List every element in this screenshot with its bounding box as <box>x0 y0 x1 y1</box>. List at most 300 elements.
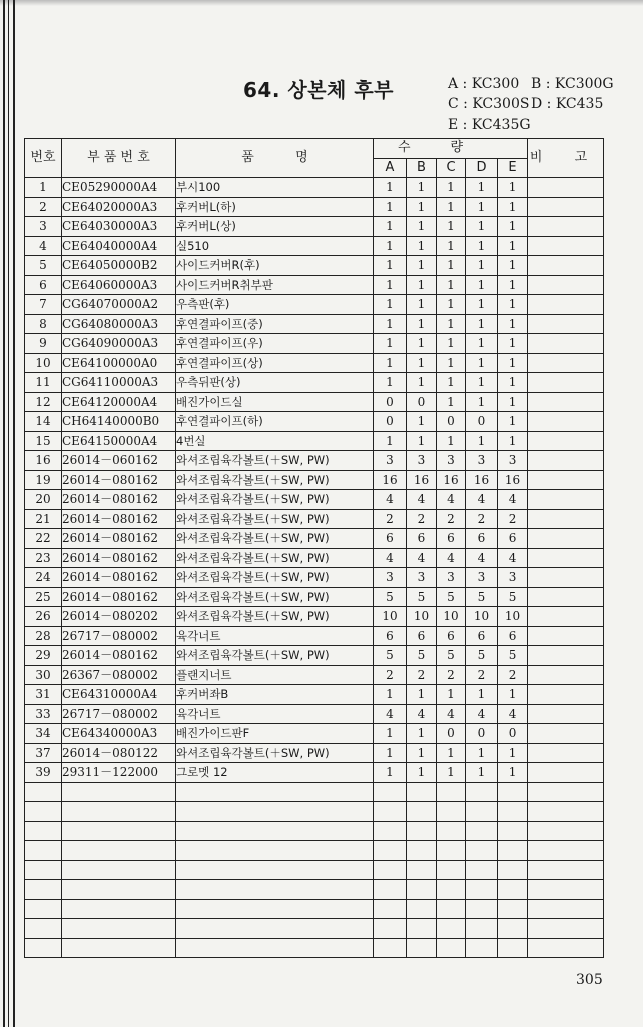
qty-e: 1 <box>498 763 528 783</box>
header-remarks: 비 고 <box>528 139 604 178</box>
qty-e: 16 <box>498 470 528 490</box>
qty-c: 1 <box>437 353 466 373</box>
empty-cell <box>374 899 407 919</box>
remarks-cell <box>528 568 604 588</box>
empty-cell <box>62 938 176 958</box>
qty-d: 1 <box>466 334 498 354</box>
part-number: 26014－080162 <box>62 490 176 510</box>
part-number: 26014－080162 <box>62 646 176 666</box>
empty-cell <box>466 860 498 880</box>
part-number: CG64070000A2 <box>62 295 176 315</box>
qty-e: 1 <box>498 275 528 295</box>
row-number: 29 <box>25 646 62 666</box>
qty-a: 1 <box>374 431 407 451</box>
remarks-cell <box>528 685 604 705</box>
empty-cell <box>437 802 466 822</box>
qty-c: 1 <box>437 178 466 198</box>
qty-d: 1 <box>466 217 498 237</box>
row-number: 23 <box>25 548 62 568</box>
remarks-cell <box>528 334 604 354</box>
part-number: 26014－080162 <box>62 470 176 490</box>
qty-c: 5 <box>437 646 466 666</box>
qty-c: 0 <box>437 724 466 744</box>
qty-a: 0 <box>374 412 407 432</box>
empty-cell <box>25 880 62 900</box>
qty-d: 5 <box>466 587 498 607</box>
empty-cell <box>62 899 176 919</box>
empty-cell <box>528 919 604 939</box>
qty-d: 1 <box>466 431 498 451</box>
part-name: 후커버좌B <box>176 685 374 705</box>
qty-e: 1 <box>498 431 528 451</box>
model-legend-b: B : KC300G <box>531 76 614 92</box>
empty-cell <box>466 919 498 939</box>
row-number: 15 <box>25 431 62 451</box>
qty-c: 1 <box>437 685 466 705</box>
qty-c: 1 <box>437 743 466 763</box>
empty-cell <box>437 841 466 861</box>
qty-d: 1 <box>466 236 498 256</box>
table-row <box>25 412 604 432</box>
qty-d: 1 <box>466 353 498 373</box>
header-qty-a: A <box>374 158 407 178</box>
qty-e: 3 <box>498 451 528 471</box>
qty-a: 1 <box>374 236 407 256</box>
empty-cell <box>62 841 176 861</box>
remarks-cell <box>528 314 604 334</box>
remarks-cell <box>528 295 604 315</box>
qty-b: 1 <box>407 178 437 198</box>
qty-e: 1 <box>498 392 528 412</box>
part-name: 와셔조립육각볼트(＋SW, PW) <box>176 646 374 666</box>
qty-e: 6 <box>498 626 528 646</box>
qty-e: 5 <box>498 646 528 666</box>
part-number: 26717－080002 <box>62 704 176 724</box>
qty-b: 5 <box>407 646 437 666</box>
qty-d: 0 <box>466 412 498 432</box>
empty-cell <box>498 841 528 861</box>
qty-e: 1 <box>498 314 528 334</box>
empty-cell <box>25 802 62 822</box>
empty-cell <box>62 802 176 822</box>
part-name: 후커버L(상) <box>176 217 374 237</box>
empty-cell <box>528 802 604 822</box>
empty-cell <box>498 802 528 822</box>
empty-cell <box>374 919 407 939</box>
empty-cell <box>25 821 62 841</box>
qty-c: 1 <box>437 275 466 295</box>
row-number: 12 <box>25 392 62 412</box>
qty-a: 1 <box>374 295 407 315</box>
empty-row <box>25 938 604 958</box>
table-row <box>25 743 604 763</box>
row-number: 7 <box>25 295 62 315</box>
qty-d: 2 <box>466 665 498 685</box>
qty-b: 4 <box>407 490 437 510</box>
empty-row <box>25 821 604 841</box>
remarks-cell <box>528 509 604 529</box>
row-number: 8 <box>25 314 62 334</box>
qty-d: 4 <box>466 490 498 510</box>
empty-row <box>25 802 604 822</box>
qty-d: 1 <box>466 763 498 783</box>
qty-e: 2 <box>498 665 528 685</box>
qty-b: 3 <box>407 568 437 588</box>
table-row <box>25 178 604 198</box>
row-number: 19 <box>25 470 62 490</box>
qty-a: 10 <box>374 607 407 627</box>
qty-a: 1 <box>374 724 407 744</box>
part-number: 29311－122000 <box>62 763 176 783</box>
part-number: 26014－080162 <box>62 529 176 549</box>
qty-e: 1 <box>498 412 528 432</box>
part-name: 부시100 <box>176 178 374 198</box>
remarks-cell <box>528 236 604 256</box>
row-number: 22 <box>25 529 62 549</box>
part-name: 와셔조립육각볼트(＋SW, PW) <box>176 470 374 490</box>
qty-c: 6 <box>437 529 466 549</box>
qty-a: 1 <box>374 685 407 705</box>
qty-e: 1 <box>498 197 528 217</box>
empty-cell <box>407 802 437 822</box>
empty-cell <box>374 938 407 958</box>
remarks-cell <box>528 431 604 451</box>
empty-cell <box>374 782 407 802</box>
qty-a: 1 <box>374 334 407 354</box>
part-number: CE05290000A4 <box>62 178 176 198</box>
remarks-cell <box>528 197 604 217</box>
table-row <box>25 197 604 217</box>
qty-a: 4 <box>374 704 407 724</box>
qty-e: 1 <box>498 334 528 354</box>
qty-e: 0 <box>498 724 528 744</box>
empty-cell <box>176 899 374 919</box>
qty-b: 1 <box>407 763 437 783</box>
header-qty: 수량 <box>374 139 528 159</box>
table-row <box>25 665 604 685</box>
qty-b: 1 <box>407 236 437 256</box>
qty-b: 1 <box>407 295 437 315</box>
qty-c: 1 <box>437 431 466 451</box>
remarks-cell <box>528 217 604 237</box>
remarks-cell <box>528 704 604 724</box>
qty-a: 1 <box>374 256 407 276</box>
empty-cell <box>407 841 437 861</box>
qty-e: 3 <box>498 568 528 588</box>
qty-d: 1 <box>466 256 498 276</box>
table-row <box>25 392 604 412</box>
table-row <box>25 724 604 744</box>
empty-cell <box>498 938 528 958</box>
qty-a: 1 <box>374 275 407 295</box>
qty-a: 1 <box>374 178 407 198</box>
table-row <box>25 275 604 295</box>
row-number: 5 <box>25 256 62 276</box>
table-row <box>25 607 604 627</box>
qty-b: 6 <box>407 529 437 549</box>
qty-a: 5 <box>374 646 407 666</box>
header-qty-b: B <box>407 158 437 178</box>
empty-cell <box>176 802 374 822</box>
empty-cell <box>437 880 466 900</box>
empty-cell <box>176 938 374 958</box>
header-part-no: 부 품 번 호 <box>62 139 176 178</box>
qty-b: 1 <box>407 217 437 237</box>
qty-b: 5 <box>407 587 437 607</box>
empty-cell <box>437 860 466 880</box>
qty-b: 1 <box>407 314 437 334</box>
part-number: CE64340000A3 <box>62 724 176 744</box>
empty-cell <box>25 919 62 939</box>
part-name: 플랜지너트 <box>176 665 374 685</box>
table-row <box>25 431 604 451</box>
qty-d: 4 <box>466 704 498 724</box>
part-name: 와셔조립육각볼트(＋SW, PW) <box>176 607 374 627</box>
qty-a: 2 <box>374 509 407 529</box>
row-number: 3 <box>25 217 62 237</box>
empty-cell <box>437 782 466 802</box>
qty-e: 5 <box>498 587 528 607</box>
table-row <box>25 490 604 510</box>
empty-cell <box>176 782 374 802</box>
model-legend-d: D : KC435 <box>531 96 604 112</box>
qty-b: 4 <box>407 548 437 568</box>
empty-cell <box>498 782 528 802</box>
qty-d: 0 <box>466 724 498 744</box>
qty-e: 4 <box>498 548 528 568</box>
empty-cell <box>374 802 407 822</box>
empty-cell <box>176 821 374 841</box>
empty-cell <box>437 899 466 919</box>
qty-e: 1 <box>498 295 528 315</box>
part-number: 26014－080202 <box>62 607 176 627</box>
qty-e: 1 <box>498 743 528 763</box>
part-number: 26014－080162 <box>62 509 176 529</box>
empty-row <box>25 841 604 861</box>
remarks-cell <box>528 490 604 510</box>
qty-a: 1 <box>374 197 407 217</box>
qty-d: 1 <box>466 295 498 315</box>
qty-a: 6 <box>374 626 407 646</box>
empty-cell <box>25 899 62 919</box>
scan-top-edge <box>0 0 643 6</box>
qty-a: 3 <box>374 451 407 471</box>
part-number: 26367－080002 <box>62 665 176 685</box>
empty-cell <box>25 938 62 958</box>
remarks-cell <box>528 412 604 432</box>
part-number: CE64310000A4 <box>62 685 176 705</box>
empty-cell <box>498 860 528 880</box>
empty-cell <box>528 841 604 861</box>
qty-d: 6 <box>466 529 498 549</box>
empty-cell <box>466 841 498 861</box>
qty-a: 1 <box>374 373 407 393</box>
table-row <box>25 256 604 276</box>
qty-c: 1 <box>437 217 466 237</box>
qty-e: 4 <box>498 704 528 724</box>
part-name: 실510 <box>176 236 374 256</box>
qty-b: 1 <box>407 373 437 393</box>
binding-line <box>8 0 9 1027</box>
binding-line <box>13 0 15 1027</box>
qty-c: 4 <box>437 704 466 724</box>
qty-a: 5 <box>374 587 407 607</box>
remarks-cell <box>528 724 604 744</box>
qty-b: 10 <box>407 607 437 627</box>
part-number: CE64050000B2 <box>62 256 176 276</box>
header-qty-c: C <box>437 158 466 178</box>
empty-cell <box>466 782 498 802</box>
qty-e: 1 <box>498 256 528 276</box>
qty-b: 1 <box>407 197 437 217</box>
part-name: 우측판(후) <box>176 295 374 315</box>
remarks-cell <box>528 626 604 646</box>
qty-b: 1 <box>407 412 437 432</box>
qty-e: 1 <box>498 373 528 393</box>
qty-c: 16 <box>437 470 466 490</box>
qty-e: 4 <box>498 490 528 510</box>
part-name: 와셔조립육각볼트(＋SW, PW) <box>176 529 374 549</box>
empty-cell <box>528 821 604 841</box>
row-number: 25 <box>25 587 62 607</box>
empty-cell <box>176 860 374 880</box>
qty-a: 1 <box>374 217 407 237</box>
part-number: CE64150000A4 <box>62 431 176 451</box>
part-name: 사이드커버R취부판 <box>176 275 374 295</box>
empty-cell <box>407 860 437 880</box>
empty-row <box>25 919 604 939</box>
row-number: 9 <box>25 334 62 354</box>
part-number: 26014－060162 <box>62 451 176 471</box>
qty-b: 0 <box>407 392 437 412</box>
empty-cell <box>466 821 498 841</box>
empty-cell <box>25 841 62 861</box>
empty-cell <box>25 782 62 802</box>
table-row <box>25 334 604 354</box>
table-row <box>25 763 604 783</box>
empty-cell <box>437 821 466 841</box>
parts-table-body <box>25 178 604 958</box>
empty-cell <box>466 880 498 900</box>
empty-row <box>25 860 604 880</box>
empty-cell <box>498 880 528 900</box>
empty-cell <box>466 938 498 958</box>
row-number: 28 <box>25 626 62 646</box>
remarks-cell <box>528 529 604 549</box>
part-number: CE64120000A4 <box>62 392 176 412</box>
qty-c: 1 <box>437 197 466 217</box>
part-name: 와셔조립육각볼트(＋SW, PW) <box>176 548 374 568</box>
part-number: 26014－080122 <box>62 743 176 763</box>
empty-cell <box>407 880 437 900</box>
qty-d: 1 <box>466 197 498 217</box>
empty-cell <box>407 821 437 841</box>
row-number: 31 <box>25 685 62 705</box>
qty-c: 3 <box>437 568 466 588</box>
qty-b: 1 <box>407 743 437 763</box>
part-number: CE64040000A4 <box>62 236 176 256</box>
table-row <box>25 685 604 705</box>
qty-c: 10 <box>437 607 466 627</box>
empty-cell <box>528 782 604 802</box>
part-number: 26014－080162 <box>62 587 176 607</box>
qty-c: 6 <box>437 626 466 646</box>
empty-cell <box>466 802 498 822</box>
remarks-cell <box>528 743 604 763</box>
qty-d: 1 <box>466 275 498 295</box>
page-number: 305 <box>576 972 603 988</box>
part-number: CE64060000A3 <box>62 275 176 295</box>
qty-c: 1 <box>437 392 466 412</box>
qty-c: 2 <box>437 665 466 685</box>
part-number: CE64020000A3 <box>62 197 176 217</box>
qty-d: 1 <box>466 685 498 705</box>
empty-cell <box>176 841 374 861</box>
part-name: 후연결파이프(하) <box>176 412 374 432</box>
empty-cell <box>62 919 176 939</box>
remarks-cell <box>528 548 604 568</box>
empty-cell <box>407 938 437 958</box>
qty-b: 1 <box>407 256 437 276</box>
empty-cell <box>437 938 466 958</box>
row-number: 30 <box>25 665 62 685</box>
qty-d: 1 <box>466 314 498 334</box>
part-name: 후연결파이프(상) <box>176 353 374 373</box>
row-number: 33 <box>25 704 62 724</box>
qty-e: 1 <box>498 178 528 198</box>
empty-cell <box>528 938 604 958</box>
empty-cell <box>62 860 176 880</box>
row-number: 14 <box>25 412 62 432</box>
empty-row <box>25 782 604 802</box>
part-number: CG64110000A3 <box>62 373 176 393</box>
remarks-cell <box>528 373 604 393</box>
qty-c: 1 <box>437 236 466 256</box>
qty-d: 1 <box>466 373 498 393</box>
qty-b: 4 <box>407 704 437 724</box>
table-row <box>25 704 604 724</box>
row-number: 37 <box>25 743 62 763</box>
table-row <box>25 451 604 471</box>
qty-e: 6 <box>498 529 528 549</box>
part-number: 26717－080002 <box>62 626 176 646</box>
row-number: 34 <box>25 724 62 744</box>
row-number: 21 <box>25 509 62 529</box>
qty-c: 1 <box>437 256 466 276</box>
table-row <box>25 626 604 646</box>
empty-cell <box>437 919 466 939</box>
row-number: 4 <box>25 236 62 256</box>
empty-cell <box>374 880 407 900</box>
remarks-cell <box>528 392 604 412</box>
table-row <box>25 587 604 607</box>
qty-d: 1 <box>466 178 498 198</box>
row-number: 2 <box>25 197 62 217</box>
qty-a: 1 <box>374 314 407 334</box>
remarks-cell <box>528 470 604 490</box>
model-legend-e: E : KC435G <box>448 117 531 133</box>
qty-d: 4 <box>466 548 498 568</box>
part-name: 우측뒤판(상) <box>176 373 374 393</box>
parts-table <box>24 138 604 958</box>
row-number: 10 <box>25 353 62 373</box>
qty-b: 1 <box>407 275 437 295</box>
qty-e: 1 <box>498 353 528 373</box>
qty-a: 4 <box>374 490 407 510</box>
table-row <box>25 568 604 588</box>
empty-cell <box>407 899 437 919</box>
part-name: 와셔조립육각볼트(＋SW, PW) <box>176 743 374 763</box>
